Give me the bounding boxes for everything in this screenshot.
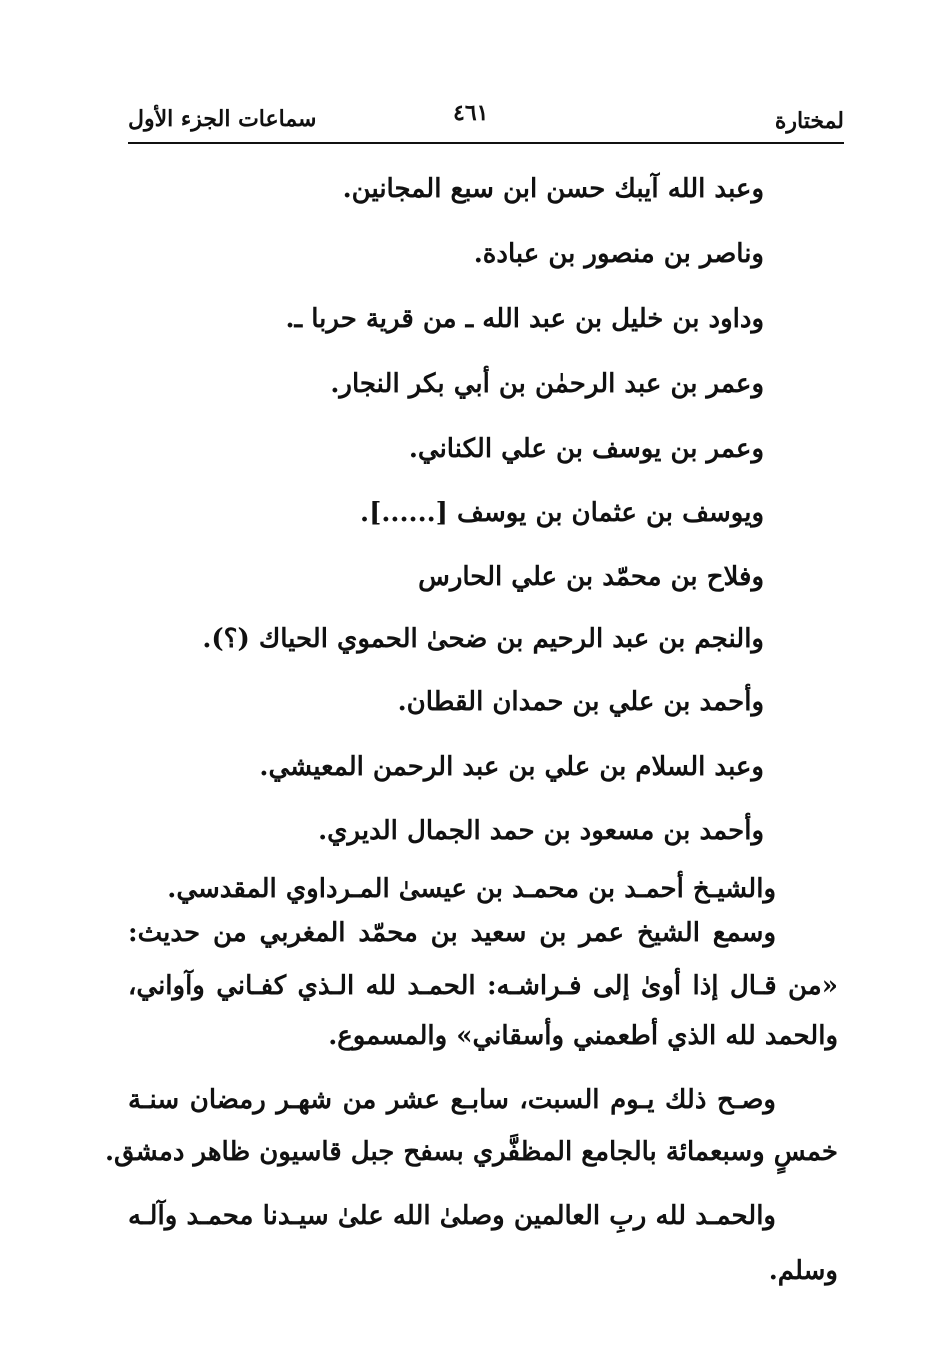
header-book-title: لمختارة bbox=[774, 108, 844, 134]
name-line: وداود بن خليل بن عبد الله ـ من قرية حربا ـ. bbox=[285, 304, 764, 334]
name-line: وأحمد بن علي بن حمدان القطان. bbox=[397, 687, 764, 717]
paragraph-line: وصـح ذلك يـوم السبت، سابـع عشر من شهـر رمضان سنـة bbox=[128, 1085, 776, 1115]
page-number: ٤٦١ bbox=[453, 100, 489, 126]
name-line: والشيـخ أحمـد بن محمـد بن عيسىٰ المـرداوي المقدسي. bbox=[167, 874, 776, 904]
paragraph-line: والحمـد لله ربِ العالمين وصلىٰ الله علىٰ سيـدنا محمـد وآلـه bbox=[128, 1201, 776, 1231]
paragraph-line: «من قـال إذا أوىٰ إلى فـراشـه: الحمـد لله الـذي كفـاني وآواني، bbox=[128, 971, 838, 1001]
header-divider bbox=[128, 142, 844, 144]
name-line: وعبد السلام بن علي بن عبد الرحمن المعيشي. bbox=[259, 752, 764, 782]
paragraph-line: والحمد لله الذي أطعمني وأسقاني» والمسموع. bbox=[328, 1021, 838, 1051]
name-line: ويوسف بن عثمان بن يوسف [......]. bbox=[360, 498, 764, 528]
paragraph-line: خمسٍ وسبعمائة بالجامع المظفَّري بسفح جبل قاسيون ظاهر دمشق. bbox=[104, 1137, 838, 1167]
paragraph-line: وسلم. bbox=[768, 1256, 838, 1286]
name-line: والنجم بن عبد الرحيم بن ضحىٰ الحموي الحياك (؟). bbox=[202, 624, 764, 654]
name-line: وأحمد بن مسعود بن حمد الجمال الديري. bbox=[318, 816, 764, 846]
name-line: وعبد الله آيبك حسن ابن سبع المجانين. bbox=[342, 174, 764, 204]
name-line: وناصر بن منصور بن عبادة. bbox=[473, 239, 764, 269]
name-line: وعمر بن يوسف بن علي الكناني. bbox=[408, 434, 764, 464]
name-line: وعمر بن عبد الرحمٰن بن أبي بكر النجار. bbox=[330, 369, 764, 399]
running-header bbox=[128, 96, 844, 142]
name-line: وفلاح بن محمّد بن علي الحارس bbox=[418, 562, 764, 592]
header-section-title: سماعات الجزء الأول bbox=[128, 106, 317, 132]
paragraph-line: وسمع الشيخ عمر بن سعيد بن محمّد المغربي من حديث: bbox=[128, 918, 776, 948]
